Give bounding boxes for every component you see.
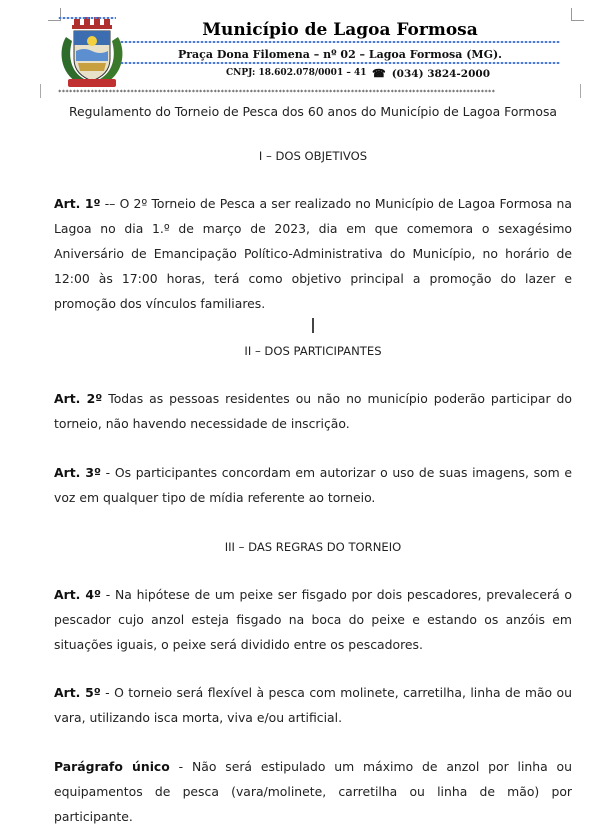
spellcheck-squiggle [120,62,560,64]
paragraph-unico [54,754,572,829]
section-heading-regras: III – DAS REGRAS DO TORNEIO [224,540,402,554]
section-heading-objetivos: I – DOS OBJETIVOS [258,149,368,163]
municipality-title: Município de Lagoa Formosa [202,20,478,40]
article-3-label: Art. 3º [54,465,101,480]
article-2-label: Art. 2º [54,391,103,406]
margin-line-left [40,84,41,98]
article-3-text: - Os participantes concordam em autorizar o uso de suas imagens, som e voz em qualquer tipo de mídia referente ao torneio. [54,465,572,505]
crop-mark-right [571,8,584,21]
article-4-text: - Na hipótese de um peixe ser fisgado por dois pescadores, prevalecerá o pescador cujo anzol esteja fisgado na boca do peixe e estando os anzóis em situações iguais, o peixe será dividido entre os pescadores. [54,587,572,652]
article-2-text: Todas as pessoas residentes ou não no município poderão participar do torneio, não havendo necessidade de inscrição. [54,391,572,431]
article-1 [54,191,572,316]
article-5 [54,680,572,730]
phone-value: (034) 3824-2000 [391,68,491,80]
municipality-address: Praça Dona Filomena – nº 02 – Lagoa Formosa (MG). [177,48,503,61]
document-title: Regulamento do Torneio de Pesca dos 60 anos do Município de Lagoa Formosa [69,104,557,119]
article-1-text: -– O 2º Torneio de Pesca a ser realizado no Município de Lagoa Formosa na Lagoa no dia 1.º de março de 2023, dia em que comemora o sexagésimo Aniversário de Emancipação Político-Administrativa do Município, no horário de 12:00 às 17:00 horas, terá como objetivo principal a promoção do lazer e promoção dos vínculos familiares. [54,196,572,311]
article-2 [54,386,572,436]
article-3 [54,460,572,510]
spellcheck-squiggle [58,17,116,19]
article-5-text: - O torneio será flexível à pesca com molinete, carretilha, linha de mão ou vara, utilizando isca morta, viva e/ou artificial. [54,685,572,725]
spellcheck-squiggle [120,41,560,43]
coat-of-arms-logo [58,15,126,91]
margin-line-right [580,84,581,98]
article-4 [54,582,572,657]
telephone-icon: ☎ [372,67,386,80]
header-separator-stars: ************************************************************************************************************************* [58,89,496,96]
text-cursor [312,318,314,333]
article-1-label: Art. 1º [54,196,101,211]
paragraph-unico-text: - Não será estipulado um máximo de anzol por linha ou equipamentos de pesca (vara/molinete, carretilha ou linha de mão) por participante. [54,759,572,824]
article-4-label: Art. 4º [54,587,102,602]
paragraph-unico-label: Parágrafo único [54,759,170,774]
article-5-label: Art. 5º [54,685,101,700]
phone-number [372,67,490,80]
cnpj-text: CNPJ: 18.602.078/0001 – 41 [226,68,367,78]
section-heading-participantes: II – DOS PARTICIPANTES [244,344,382,358]
